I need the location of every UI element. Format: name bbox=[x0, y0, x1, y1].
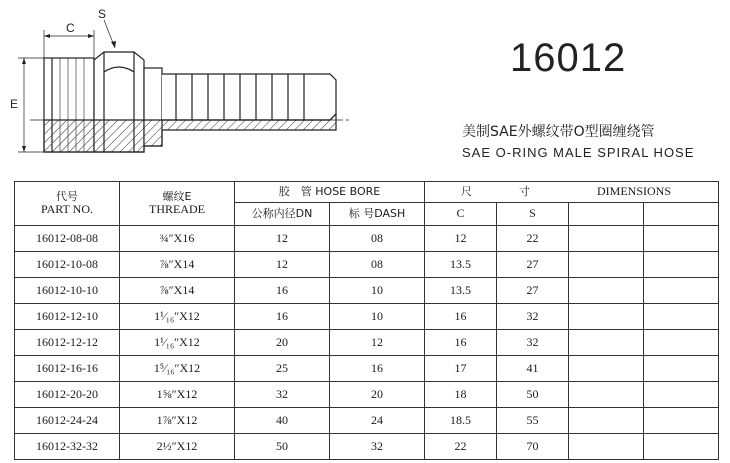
dim-label-s: S bbox=[98, 7, 107, 21]
cell-thread: 1¹⁄₁₆″X12 bbox=[120, 304, 235, 330]
cell-thread: ⅞″X14 bbox=[120, 252, 235, 278]
table-row bbox=[15, 252, 719, 278]
cell-dn: 16 bbox=[235, 278, 330, 304]
cell-c: 12 bbox=[425, 226, 497, 252]
header-dimensions-cn1: 尺 bbox=[461, 185, 472, 199]
cell-s: 32 bbox=[497, 304, 569, 330]
header-c: C bbox=[425, 203, 497, 226]
cell-thread: 2½″X12 bbox=[120, 434, 235, 460]
cell-empty bbox=[569, 356, 644, 382]
table-row bbox=[15, 278, 719, 304]
header-part-cn: 代号 bbox=[56, 189, 78, 203]
cell-thread: ¾″X16 bbox=[120, 226, 235, 252]
cell-thread: 1⅝″X12 bbox=[120, 382, 235, 408]
cell-dn: 32 bbox=[235, 382, 330, 408]
table-row bbox=[15, 382, 719, 408]
cell-s: 41 bbox=[497, 356, 569, 382]
dim-label-e: E bbox=[10, 97, 19, 111]
cell-thread: ⅞″X14 bbox=[120, 278, 235, 304]
cell-empty bbox=[569, 226, 644, 252]
cell-empty bbox=[569, 278, 644, 304]
cell-c: 18 bbox=[425, 382, 497, 408]
cell-dn: 40 bbox=[235, 408, 330, 434]
header-part bbox=[15, 182, 120, 226]
cell-empty bbox=[644, 382, 719, 408]
cell-empty bbox=[644, 356, 719, 382]
cell-s: 27 bbox=[497, 252, 569, 278]
cell-c: 16 bbox=[425, 330, 497, 356]
cell-empty bbox=[644, 252, 719, 278]
cell-part: 16012-12-10 bbox=[15, 304, 120, 330]
cell-c: 13.5 bbox=[425, 278, 497, 304]
cell-dn: 20 bbox=[235, 330, 330, 356]
cell-part: 16012-24-24 bbox=[15, 408, 120, 434]
cell-dash: 16 bbox=[330, 356, 425, 382]
fitting-drawing bbox=[0, 0, 460, 180]
header-thread-cn: 螺纹E bbox=[162, 189, 192, 203]
header-s: S bbox=[497, 203, 569, 226]
header-empty-1 bbox=[569, 203, 644, 226]
cell-part: 16012-10-08 bbox=[15, 252, 120, 278]
part-number: 16012 bbox=[510, 36, 627, 80]
cell-s: 22 bbox=[497, 226, 569, 252]
table-row bbox=[15, 304, 719, 330]
table-row bbox=[15, 408, 719, 434]
table-row bbox=[15, 356, 719, 382]
cell-empty bbox=[644, 278, 719, 304]
cell-thread: 1⁵⁄₁₆″X12 bbox=[120, 356, 235, 382]
cell-dash: 12 bbox=[330, 330, 425, 356]
cell-dash: 20 bbox=[330, 382, 425, 408]
header-empty-2 bbox=[644, 203, 719, 226]
header-thread-en: THREADE bbox=[149, 201, 205, 216]
dim-label-c: C bbox=[66, 21, 75, 35]
title-chinese: 美制SAE外螺纹带O型圈缠绕管 bbox=[462, 124, 655, 140]
cell-s: 55 bbox=[497, 408, 569, 434]
cell-s: 32 bbox=[497, 330, 569, 356]
cell-dash: 08 bbox=[330, 252, 425, 278]
header-thread bbox=[120, 182, 235, 226]
cell-dash: 24 bbox=[330, 408, 425, 434]
cell-dash: 10 bbox=[330, 278, 425, 304]
header-dimensions-en: DIMENSIONS bbox=[597, 184, 672, 199]
cell-part: 16012-08-08 bbox=[15, 226, 120, 252]
cell-empty bbox=[644, 330, 719, 356]
cell-empty bbox=[644, 434, 719, 460]
cell-empty bbox=[569, 434, 644, 460]
cell-s: 70 bbox=[497, 434, 569, 460]
table-row bbox=[15, 226, 719, 252]
cell-dn: 25 bbox=[235, 356, 330, 382]
cell-part: 16012-16-16 bbox=[15, 356, 120, 382]
header-dimensions bbox=[425, 182, 719, 203]
cell-empty bbox=[569, 330, 644, 356]
cell-empty bbox=[569, 252, 644, 278]
cell-empty bbox=[569, 382, 644, 408]
cell-part: 16012-20-20 bbox=[15, 382, 120, 408]
cell-part: 16012-12-12 bbox=[15, 330, 120, 356]
spec-table bbox=[14, 181, 719, 460]
header-dash: 标 号DASH bbox=[330, 203, 425, 226]
cell-c: 13.5 bbox=[425, 252, 497, 278]
cell-empty bbox=[569, 408, 644, 434]
cell-empty bbox=[644, 304, 719, 330]
cell-dn: 16 bbox=[235, 304, 330, 330]
table-row bbox=[15, 330, 719, 356]
cell-part: 16012-10-10 bbox=[15, 278, 120, 304]
title-english: SAE O-RING MALE SPIRAL HOSE bbox=[462, 145, 695, 160]
cell-dash: 08 bbox=[330, 226, 425, 252]
cell-part: 16012-32-32 bbox=[15, 434, 120, 460]
cell-dn: 12 bbox=[235, 226, 330, 252]
cell-s: 50 bbox=[497, 382, 569, 408]
cell-c: 22 bbox=[425, 434, 497, 460]
cell-c: 16 bbox=[425, 304, 497, 330]
cell-thread: 1⅞″X12 bbox=[120, 408, 235, 434]
header-dimensions-cn2: 寸 bbox=[519, 185, 530, 199]
header-part-en: PART NO. bbox=[41, 201, 93, 216]
table-row bbox=[15, 434, 719, 460]
cell-s: 27 bbox=[497, 278, 569, 304]
header-dn: 公称内径DN bbox=[235, 203, 330, 226]
cell-dash: 32 bbox=[330, 434, 425, 460]
cell-empty bbox=[644, 226, 719, 252]
cell-thread: 1¹⁄₁₆″X12 bbox=[120, 330, 235, 356]
header-hose-bore: 胶 管 HOSE BORE bbox=[235, 182, 425, 203]
cell-c: 17 bbox=[425, 356, 497, 382]
cell-empty bbox=[569, 304, 644, 330]
cell-dn: 12 bbox=[235, 252, 330, 278]
cell-dn: 50 bbox=[235, 434, 330, 460]
cell-empty bbox=[644, 408, 719, 434]
cell-c: 18.5 bbox=[425, 408, 497, 434]
cell-dash: 10 bbox=[330, 304, 425, 330]
